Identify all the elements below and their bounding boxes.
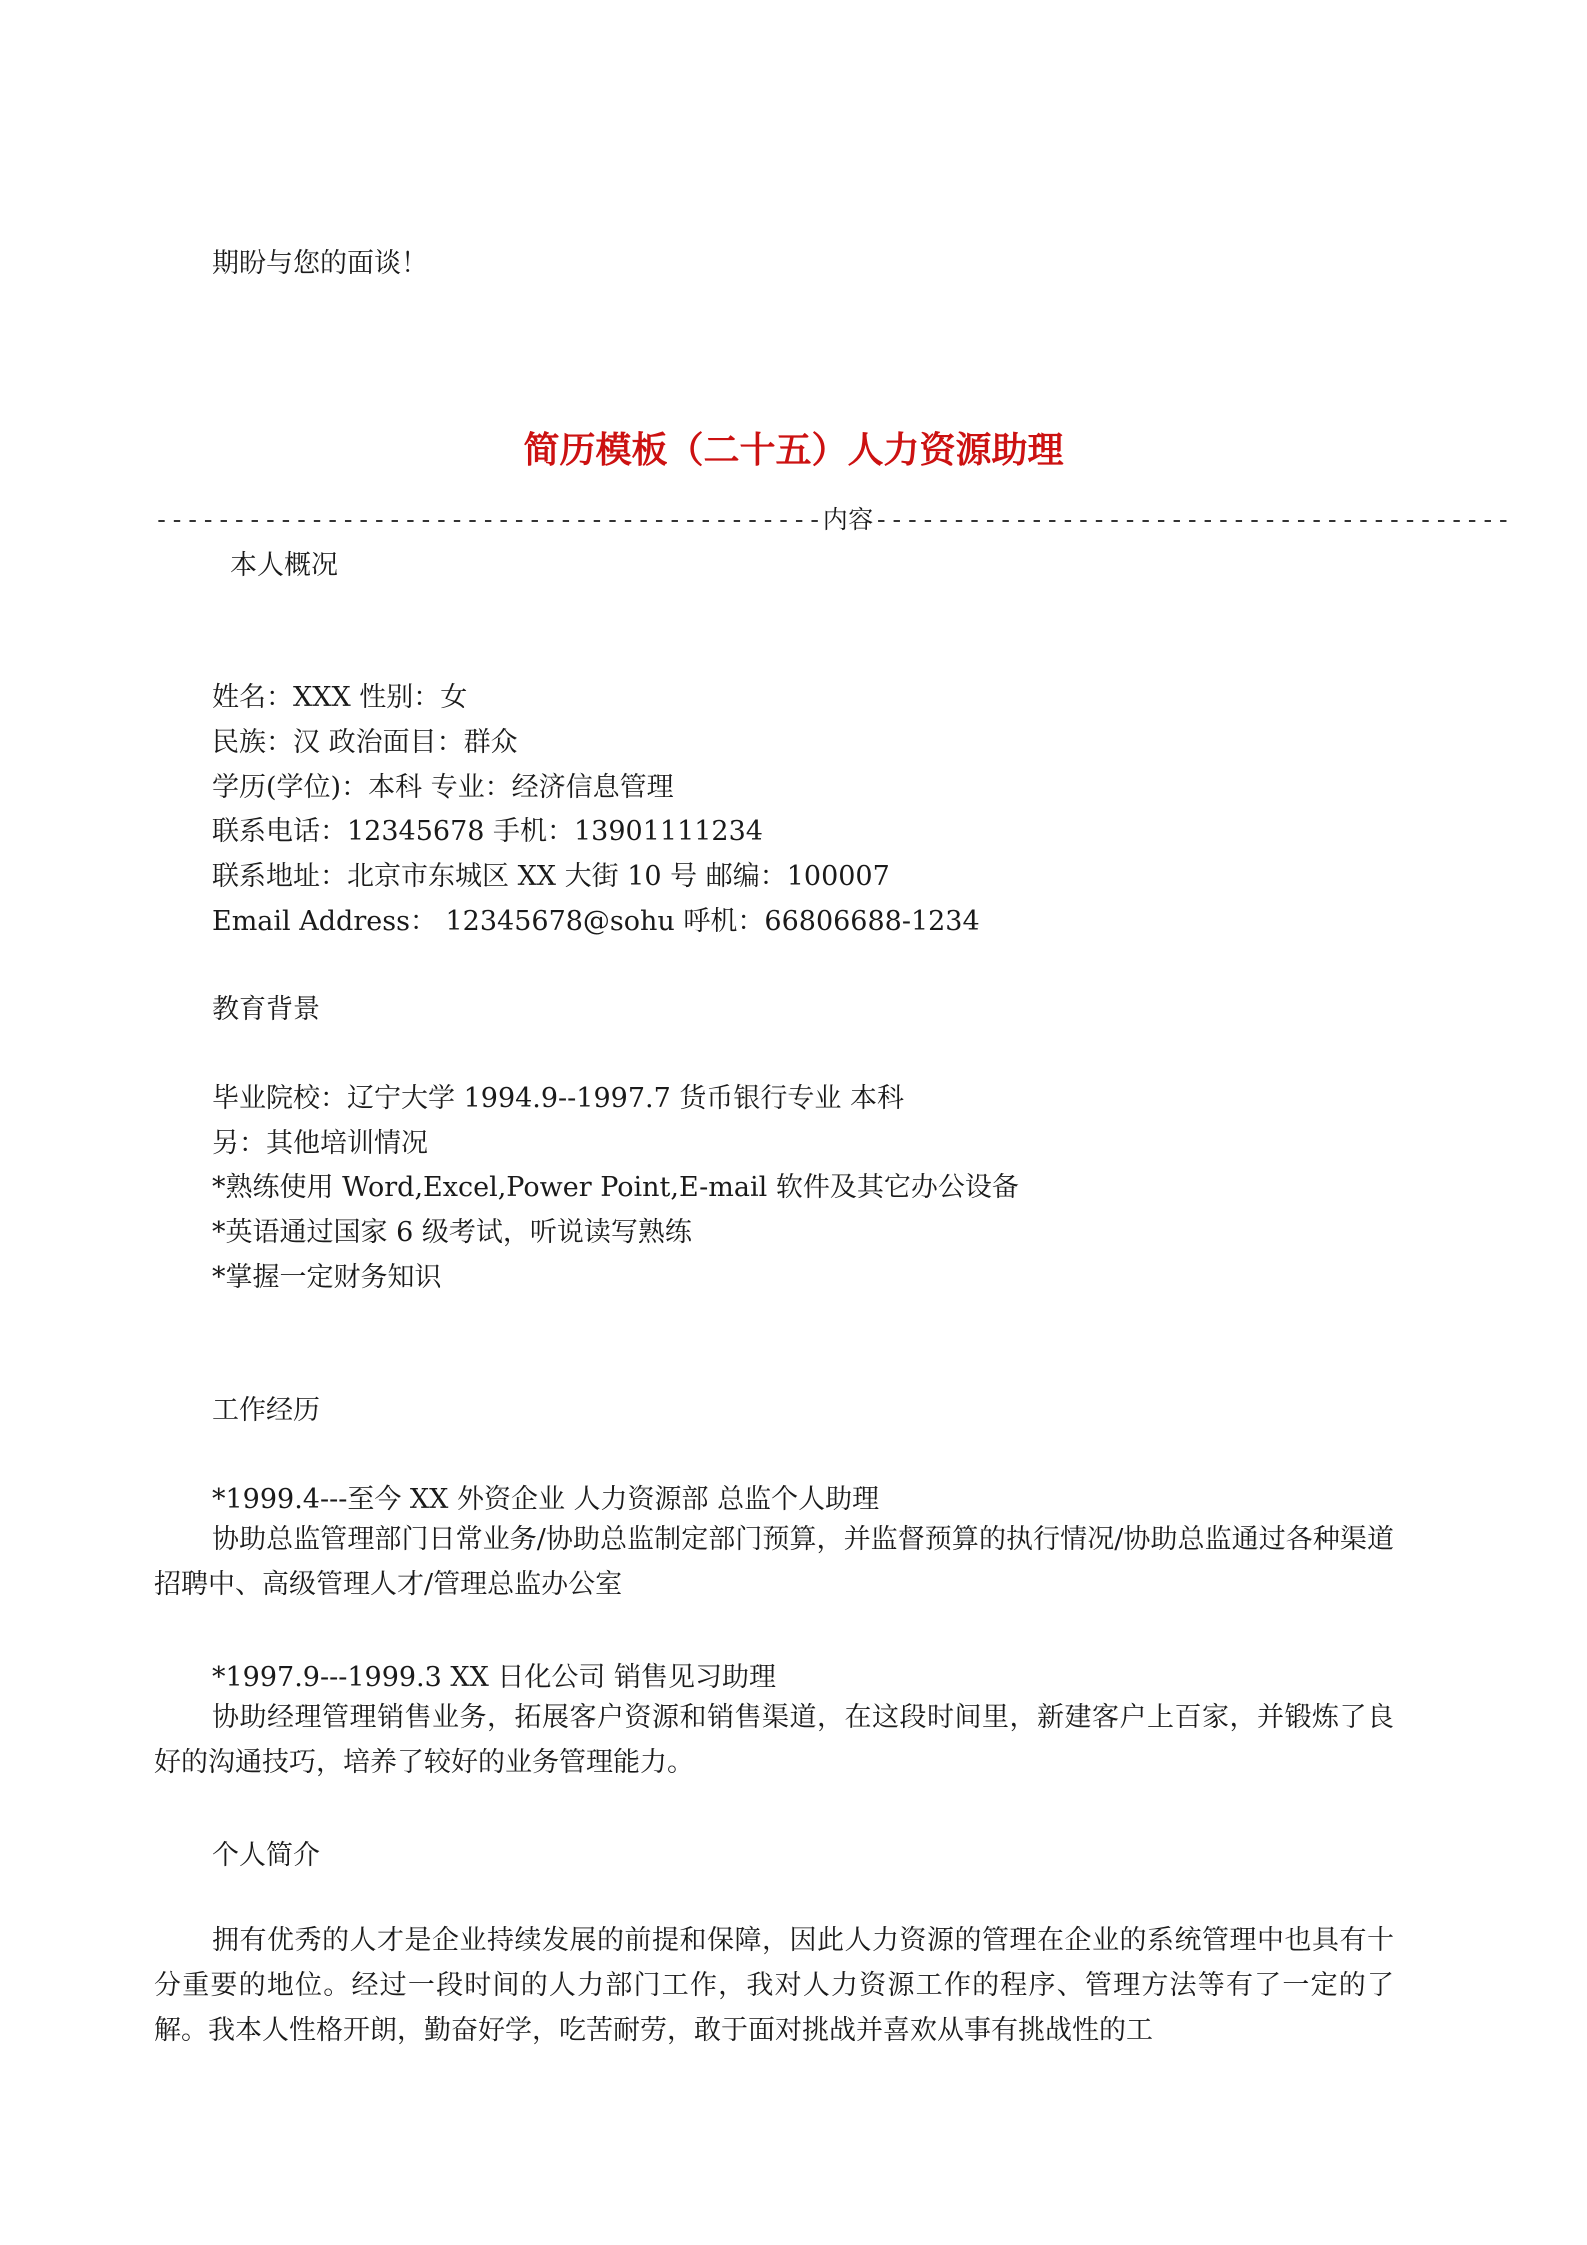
education-line: *熟练使用 Word,Excel,Power Point,E-mail 软件及其它办公设备 — [212, 1172, 1019, 1203]
job-description: 协助总监管理部门日常业务/协助总监制定部门预算，并监督预算的执行情况/协助总监通过各种渠道招聘中、高级管理人才/管理总监办公室 — [154, 1524, 1394, 1600]
section-heading-work: 工作经历 — [212, 1395, 320, 1426]
overview-line: Email Address： 12345678@sohu 呼机：66806688-1234 — [212, 906, 980, 937]
profile-text: 拥有优秀的人才是企业持续发展的前提和保障，因此人力资源的管理在企业的系统管理中也具有十分重要的地位。经过一段时间的人力部门工作，我对人力资源工作的程序、管理方法等有了一定的了解。我本人性格开朗，勤奋好学，吃苦耐劳，敢于面对挑战并喜欢从事有挑战性的工 — [154, 1925, 1394, 2046]
education-line: 另：其他培训情况 — [212, 1128, 428, 1159]
education-line: 毕业院校：辽宁大学 1994.9--1997.7 货币银行专业 本科 — [212, 1083, 904, 1114]
divider-right: ----------------------------------------- — [873, 505, 1512, 534]
job-title: *1999.4---至今 XX 外资企业 人力资源部 总监个人助理 — [212, 1484, 880, 1515]
section-heading-profile: 个人简介 — [212, 1840, 320, 1871]
overview-line: 学历(学位)：本科 专业：经济信息管理 — [212, 772, 674, 803]
content-divider — [154, 502, 1511, 538]
job-description: 协助经理管理销售业务，拓展客户资源和销售渠道，在这段时间里，新建客户上百家，并锻炼了良好的沟通技巧，培养了较好的业务管理能力。 — [154, 1702, 1394, 1778]
divider-left: ------------------------------------------- — [154, 505, 823, 534]
job-title: *1997.9---1999.3 XX 日化公司 销售见习助理 — [212, 1662, 777, 1693]
overview-line: 民族：汉 政治面目：群众 — [212, 727, 518, 758]
overview-line: 联系地址：北京市东城区 XX 大街 10 号 邮编：100007 — [212, 861, 890, 892]
education-line: *英语通过国家 6 级考试，听说读写熟练 — [212, 1217, 692, 1248]
section-heading-education: 教育背景 — [212, 994, 320, 1025]
closing-line: 期盼与您的面谈！ — [212, 248, 428, 279]
section-heading-overview: 本人概况 — [230, 550, 338, 581]
page-title: 简历模板（二十五）人力资源助理 — [523, 429, 1064, 471]
overview-line: 姓名：XXX 性别：女 — [212, 682, 468, 713]
overview-line: 联系电话：12345678 手机：13901111234 — [212, 816, 763, 847]
education-line: *掌握一定财务知识 — [212, 1262, 442, 1293]
divider-label: 内容 — [822, 505, 874, 534]
